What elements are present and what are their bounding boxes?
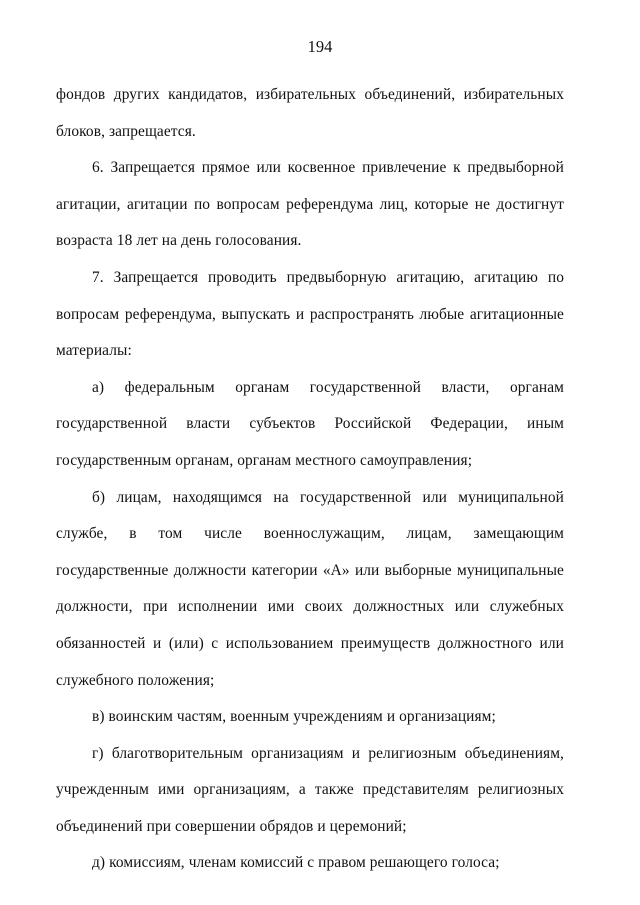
page-number: 194 bbox=[307, 37, 333, 56]
paragraph-item-7: 7. Запрещается проводить предвыборную агитацию, агитацию по вопросам референдума, выпускать и распространять любые агитационные материалы: bbox=[56, 268, 564, 360]
paragraph-subitem-d: д) комиссиям, членам комиссий с правом решающего голоса; bbox=[92, 854, 500, 872]
document-body bbox=[56, 77, 564, 882]
paragraph-continuation: фондов других кандидатов, избирательных объединений, избирательных блоков, запрещается. bbox=[56, 86, 564, 140]
paragraph-subitem-a: а) федеральным органам государственной власти, органам государственной власти субъектов Российской Федерации, иным государственным органам, органам местного самоуправления; bbox=[56, 378, 564, 469]
paragraph-subitem-v: в) воинским частям, военным учреждениям и организациям; bbox=[92, 708, 496, 726]
paragraph-subitem-b: б) лицам, находящимся на государственной или муниципальной службе, в том числе военнослужащим, лицам, замещающим государственные должности категории «А» или выборные муниципальные должности, при исполнении ими своих должностных или служебных обязанностей и (или) с использованием преимуществ должностного или служебного положения; bbox=[56, 488, 564, 689]
paragraph-subitem-g: г) благотворительным организациям и религиозным объединениям, учрежденным ими организациям, а также представителям религиозных объединений при совершении обрядов и церемоний; bbox=[56, 744, 564, 835]
paragraph-item-6: 6. Запрещается прямое или косвенное привлечение к предвыборной агитации, агитации по вопросам референдума лиц, которые не достигнут возраста 18 лет на день голосования. bbox=[56, 159, 564, 250]
